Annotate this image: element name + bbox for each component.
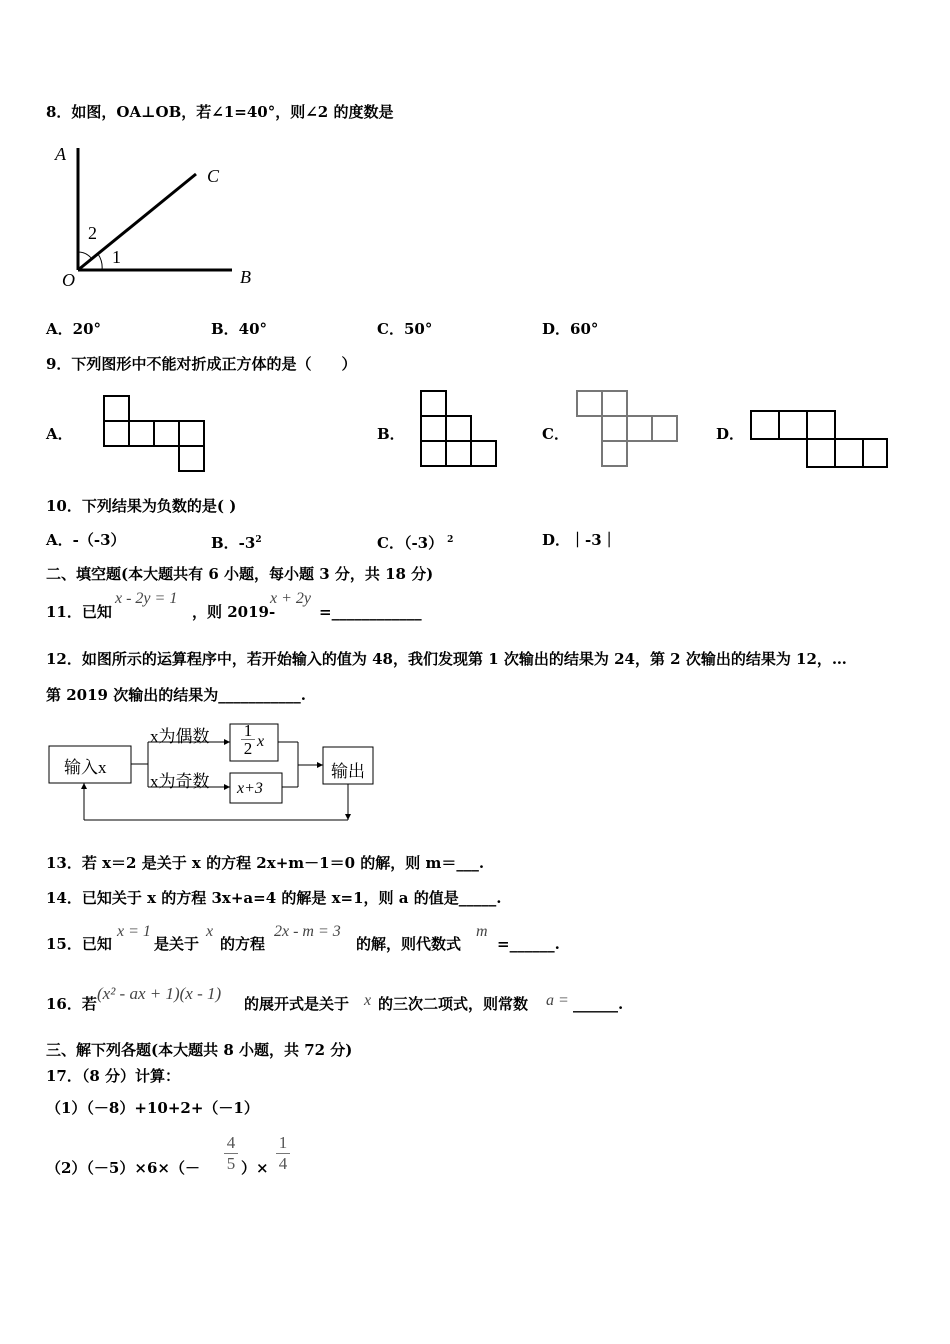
q12-line2: 第 2019 次输出的结果为___________. <box>46 686 306 704</box>
q9-option-d: D． <box>716 425 745 443</box>
q17-part2-mid: ）× <box>241 1159 269 1177</box>
section2-heading: 二、填空题(本大题共有 6 小题，每小题 3 分，共 18 分) <box>46 565 434 583</box>
q8-option-b: B．40° <box>211 320 268 338</box>
q15-var: x <box>206 923 214 940</box>
net-c <box>576 390 681 470</box>
q16-eq: a = <box>546 992 569 1009</box>
q15-mid2: 的方程 <box>220 935 266 953</box>
q11-suffix: =____________ <box>319 603 422 621</box>
q17-fraction-1-4: $\frac{1}{4}$ <box>276 1133 290 1174</box>
q11-mid: ，则 2019- <box>192 603 276 621</box>
q17-fraction-4-5: $\frac{4}{5}$ <box>224 1133 238 1174</box>
q17-part1: （1）（－8）+10+2+（－1） <box>46 1099 259 1117</box>
q16-var: x <box>364 992 372 1009</box>
flow-even: x为偶数 <box>150 727 210 746</box>
flow-half: $\frac{1}{2}$ <box>241 722 255 757</box>
label-a: A <box>55 144 66 164</box>
q15-eq2: 2x - m = 3 <box>274 923 341 940</box>
label-o: O <box>62 270 75 290</box>
q16-suffix: ______. <box>573 995 624 1013</box>
q15-mid1: 是关于 <box>154 935 200 953</box>
net-a <box>103 395 208 473</box>
q17-stem: 17．（8 分）计算： <box>46 1067 181 1085</box>
section3-heading: 三、解下列各题(本大题共 8 小题，共 72 分) <box>46 1041 353 1059</box>
q15-suffix: =______. <box>497 935 560 953</box>
q9-stem: 9．下列图形中不能对折成正方体的是（ ） <box>46 355 357 373</box>
q10-option-a: A．-（-3） <box>46 531 126 549</box>
net-b <box>420 390 500 470</box>
q8-stem: 8．如图，OA⊥OB，若∠1=40°，则∠2 的度数是 <box>46 103 394 121</box>
ray-oc <box>78 174 196 270</box>
q15-prefix: 15．已知 <box>46 935 112 953</box>
q10-option-d: D．｜-3｜ <box>542 531 617 549</box>
q9-option-a: A． <box>46 425 73 443</box>
q10-option-c: C．（-3） $^2$ <box>377 534 454 552</box>
q11-eq1: x - 2y = 1 <box>115 590 178 607</box>
flow-odd: x为奇数 <box>150 772 210 791</box>
q8-option-a: A．20° <box>46 320 102 338</box>
q8-angle-diagram <box>50 140 270 295</box>
label-2: 2 <box>88 223 97 243</box>
q13: 13．若 x＝2 是关于 x 的方程 2x+m－1＝0 的解，则 m＝___. <box>46 854 485 872</box>
q9-option-c: C． <box>542 425 569 443</box>
net-d <box>750 410 890 472</box>
q16-mid: 的展开式是关于 <box>244 995 350 1013</box>
flow-input: 输入x <box>64 758 107 777</box>
flow-output: 输出 <box>331 762 365 781</box>
q9-option-b: B． <box>377 425 405 443</box>
q10-option-b: B．$-3^2$ <box>211 534 262 552</box>
q16-expr: (x² - ax + 1)(x - 1) <box>97 984 222 1003</box>
q11-prefix: 11．已知 <box>46 603 112 621</box>
flow-plus3: x+3 <box>237 780 263 797</box>
q15-var2: m <box>476 923 488 940</box>
q16-prefix: 16．若 <box>46 995 97 1013</box>
q8-option-c: C．50° <box>377 320 433 338</box>
q10-stem: 10．下列结果为负数的是( ) <box>46 497 237 515</box>
q12-line1: 12．如图所示的运算程序中，若开始输入的值为 48，我们发现第 1 次输出的结果为 24，第 2 次输出的结果为 12，… <box>46 650 847 668</box>
q15-eq1: x = 1 <box>117 923 151 940</box>
flow-half-var: x <box>257 733 265 750</box>
q8-option-d: D．60° <box>542 320 599 338</box>
q14: 14．已知关于 x 的方程 3x+a=4 的解是 x=1，则 a 的值是_____. <box>46 889 502 907</box>
label-c: C <box>207 166 220 186</box>
q17-part2-prefix: （2）（－5）×6×（－ <box>46 1159 200 1177</box>
q16-mid2: 的三次二项式，则常数 <box>378 995 529 1013</box>
label-1: 1 <box>112 247 121 267</box>
label-b: B <box>240 267 251 287</box>
q11-eq2: x + 2y <box>270 590 311 607</box>
q15-mid3: 的解，则代数式 <box>356 935 462 953</box>
